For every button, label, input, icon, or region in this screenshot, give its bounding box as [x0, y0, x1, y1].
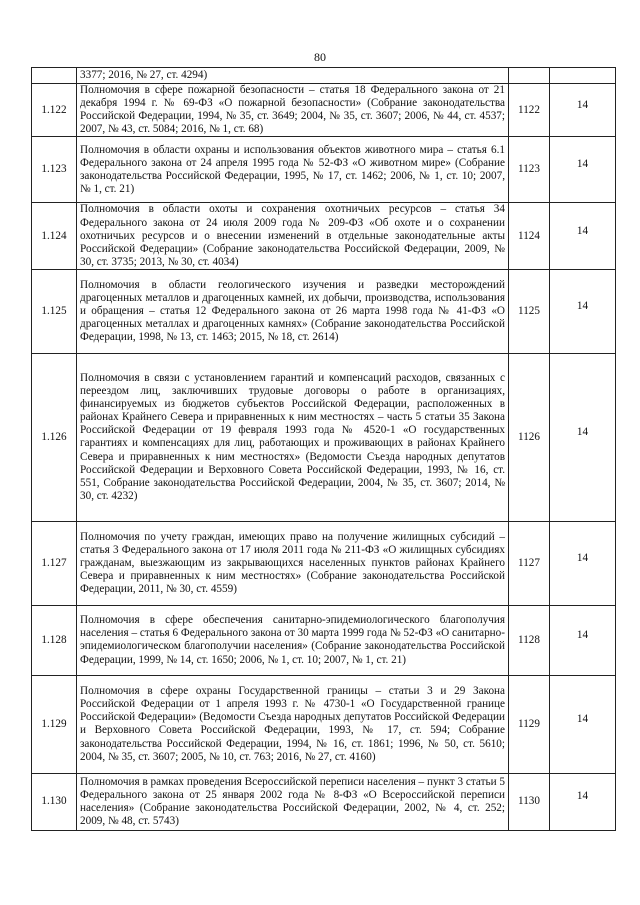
row-value-cell [550, 68, 616, 84]
row-value-cell [550, 137, 616, 203]
row-value-cell [550, 353, 616, 521]
row-code-cell: 1123 [509, 137, 550, 203]
row-code-cell: 1127 [509, 521, 550, 605]
table-row [32, 137, 616, 203]
row-number-cell: 1.126 [32, 353, 77, 521]
row-text-cell: 3377; 2016, № 27, ст. 4294) [77, 68, 509, 84]
row-text-cell: Полномочия в сфере пожарной безопасности – статья 18 Федерального закона от 21 декабря 1994 г. № 69-ФЗ «О пожарной безопасности» (Собрание законодательства Российской Федерации, 1994, № 35, ст. 3649; 2004, № 35, ст. 3607; 2006, № 44, ст. 4537; 2007, № 43, ст. 5084; 2016, № 1, ст. 68) [77, 84, 509, 137]
row-code-cell [509, 68, 550, 84]
row-value-label: 14 [576, 158, 589, 171]
table-row [32, 521, 616, 605]
row-value-label: 14 [576, 790, 589, 803]
row-code-cell: 1130 [509, 773, 550, 830]
row-value-cell [550, 269, 616, 353]
row-number-cell: 1.123 [32, 137, 77, 203]
row-text-cell: Полномочия по учету граждан, имеющих право на получение жилищных субсидий – статья 3 Федерального закона от 17 июля 2011 года № 211-ФЗ «О жилищных субсидиях гражданам, выезжающим из закрывающихся населенных пунктов районах Крайнего Севера и приравненных к ним местностях» (Собрание законодательства Российской Федерации, 2011, № 30, ст. 4559) [77, 521, 509, 605]
row-number-cell: 1.124 [32, 203, 77, 269]
row-text-cell: Полномочия в области геологического изучения и разведки месторождений драгоценных металлов и драгоценных камней, их добычи, производства, использования и обращения – статья 12 Федерального закона от 26 марта 1998 года № 41-ФЗ «О драгоценных металлах и драгоценных камнях» (Собрание законодательства Российской Федерации, 1998, № 13, ст. 1463; 2015, № 18, ст. 2614) [77, 269, 509, 353]
row-value-label: 14 [576, 98, 589, 111]
row-code-cell: 1126 [509, 353, 550, 521]
table-row [32, 353, 616, 521]
row-value-label: 14 [576, 425, 589, 438]
row-text-cell: Полномочия в сфере охраны Государственной границы – статьи 3 и 29 Закона Российской Федерации от 1 апреля 1993 г. № 4730-1 «О Государственной границе Российской Федерации» (Ведомости Съезда народных депутатов Российской Федерации и Верховного Совета Российской Федерации, 1993, № 17, ст. 594; Собрание законодательства Российской Федерации, 1994, № 16, ст. 1861; 1996, № 50, ст. 5610; 2004, № 35, ст. 3607; 2005, № 10, ст. 763; 2016, № 27, ст. 4160) [77, 675, 509, 773]
row-code-cell: 1124 [509, 203, 550, 269]
row-number-cell: 1.125 [32, 269, 77, 353]
row-code-cell: 1125 [509, 269, 550, 353]
row-code-cell: 1122 [509, 84, 550, 137]
table-row [32, 773, 616, 830]
row-text-cell: Полномочия в связи с установлением гарантий и компенсаций расходов, связанных с переездом лиц, заключивших трудовые договоры о работе в организациях, финансируемых из бюджетов субъектов Российской Федерации, расположенных в районах Крайнего Севера и приравненных к ним местностях – часть 5 статьи 35 Закона Российской Федерации от 19 февраля 1993 года № 4520-1 «О государственных гарантиях и компенсациях для лиц, работающих и проживающих в районах Крайнего Севера и приравненных к ним местностях» (Ведомости Съезда народных депутатов Российской Федерации и Верховного Совета Российской Федерации, 1993, № 16, ст. 551, Собрание законодательства Российской Федерации, 2004, № 35, ст. 3607; 2014, № 30, ст. 4232) [77, 353, 509, 521]
table-row [32, 675, 616, 773]
row-text-cell: Полномочия в сфере обеспечения санитарно-эпидемиологического благополучия населения – статья 6 Федерального закона от 30 марта 1999 года № 52-ФЗ «О санитарно-эпидемиологическом благополучии населения» (Собрание законодательства Российской Федерации, 1999, № 14, ст. 1650; 2006, № 1, ст. 10; 2007, № 1, ст. 21) [77, 605, 509, 675]
row-code-cell: 1129 [509, 675, 550, 773]
row-value-cell [550, 521, 616, 605]
continuation-row [32, 68, 616, 84]
row-number-cell: 1.127 [32, 521, 77, 605]
row-value-cell [550, 203, 616, 269]
row-text-cell: Полномочия в области охоты и сохранения охотничьих ресурсов – статья 34 Федерального закона от 24 июля 2009 года № 209-ФЗ «Об охоте и о сохранении охотничьих ресурсов и о внесении изменений в отдельные законодательные акты Российской Федерации» (Собрание законодательства Российской Федерации, 2009, № 30, ст. 3735; 2013, № 30, ст. 4034) [77, 203, 509, 269]
row-value-cell [550, 605, 616, 675]
page-number: 80 [314, 50, 326, 64]
authority-table [31, 67, 616, 831]
row-value-label: 14 [576, 551, 589, 564]
row-value-label: 14 [576, 712, 589, 725]
table-row [32, 269, 616, 353]
row-value-cell [550, 773, 616, 830]
table-row [32, 203, 616, 269]
row-number-cell: 1.122 [32, 84, 77, 137]
row-value-cell [550, 84, 616, 137]
row-code-cell: 1128 [509, 605, 550, 675]
row-value-label: 14 [576, 628, 589, 641]
table-row [32, 605, 616, 675]
row-value-label: 14 [576, 299, 589, 312]
row-number-cell [32, 68, 77, 84]
row-value-cell [550, 675, 616, 773]
row-text-cell: Полномочия в рамках проведения Всероссийской переписи населения – пункт 3 статьи 5 Федерального закона от 25 января 2002 года № 8-ФЗ «О Всероссийской переписи населения» (Собрание законодательства Российской Федерации, 2002, № 4, ст. 252; 2009, № 48, ст. 5743) [77, 773, 509, 830]
row-number-cell: 1.129 [32, 675, 77, 773]
row-text-cell: Полномочия в области охраны и использования объектов животного мира – статья 6.1 Федерального закона от 24 апреля 1995 года № 52-ФЗ «О животном мире» (Собрание законодательства Российской Федерации, 1995, № 17, ст. 1462; 2006, № 1, ст. 10; 2007, № 1, ст. 21) [77, 137, 509, 203]
row-number-cell: 1.128 [32, 605, 77, 675]
table-row [32, 84, 616, 137]
row-value-label: 14 [576, 224, 589, 237]
row-number-cell: 1.130 [32, 773, 77, 830]
